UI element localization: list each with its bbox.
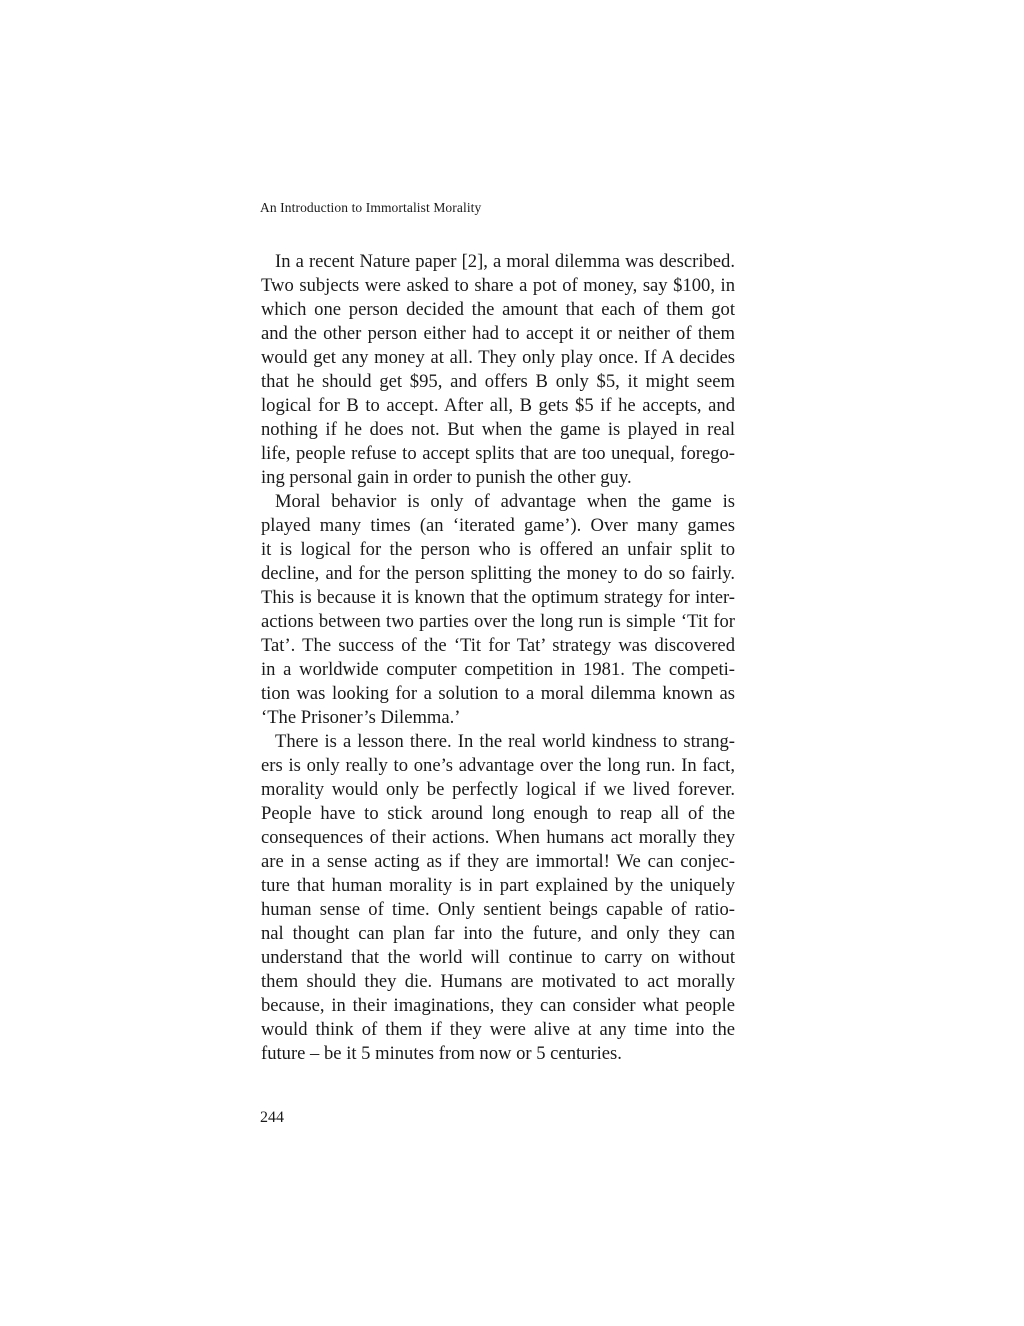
text-line: nal thought can plan far into the future, and only they can [261,923,735,944]
text-line: understand that the world will continue to carry on without [261,947,735,968]
text-line: would think of them if they were alive at any time into the [261,1019,735,1040]
text-line: Moral behavior is only of advantage when the game is [275,491,735,512]
text-line: This is because it is known that the optimum strategy for inter- [261,587,735,608]
text-line: actions between two parties over the long run is simple ‘Tit for [261,611,735,632]
text-line: People have to stick around long enough to reap all of the [261,803,735,824]
text-line: In a recent Nature paper [2], a moral dilemma was described. [275,251,735,272]
text-line: ing personal gain in order to punish the other guy. [261,467,632,488]
text-line: which one person decided the amount that each of them got [261,299,735,320]
text-line: ‘The Prisoner’s Dilemma.’ [261,707,461,728]
text-line: played many times (an ‘iterated game’). Over many games [261,515,735,536]
text-line: them should they die. Humans are motivated to act morally [261,971,735,992]
text-line: future – be it 5 minutes from now or 5 centuries. [261,1043,622,1064]
text-line: because, in their imaginations, they can consider what people [261,995,735,1016]
text-line: ture that human morality is in part explained by the uniquely [261,875,735,896]
text-line: ers is only really to one’s advantage over the long run. In fact, [261,755,735,776]
text-line: it is logical for the person who is offered an unfair split to [261,539,735,560]
text-line: morality would only be perfectly logical if we lived forever. [261,779,735,800]
text-line: and the other person either had to accept it or neither of them [261,323,735,344]
text-line: logical for B to accept. After all, B gets $5 if he accepts, and [261,395,735,416]
text-line: tion was looking for a solution to a moral dilemma known as [261,683,735,704]
text-line: that he should get $95, and offers B only $5, it might seem [261,371,735,392]
running-header: An Introduction to Immortalist Morality [260,200,482,215]
text-line: consequences of their actions. When humans act morally they [261,827,735,848]
text-line: human sense of time. Only sentient beings capable of ratio- [261,899,735,920]
text-line: are in a sense acting as if they are immortal! We can conjec- [261,851,735,872]
text-line: Tat’. The success of the ‘Tit for Tat’ strategy was discovered [261,635,735,656]
paragraph-3 [261,730,735,1066]
text-line: life, people refuse to accept splits that are too unequal, forego- [261,443,735,464]
text-line: in a worldwide computer competition in 1981. The competi- [261,659,735,680]
paragraph-2 [261,490,735,730]
text-line: decline, and for the person splitting the money to do so fairly. [261,563,735,584]
text-line: Two subjects were asked to share a pot of money, say $100, in [261,275,735,296]
body-text [261,250,735,1066]
text-line: There is a lesson there. In the real world kindness to strang- [275,731,735,752]
page-number: 244 [260,1109,284,1126]
paragraph-1 [261,250,735,490]
text-line: would get any money at all. They only play once. If A decides [261,347,735,368]
text-line: nothing if he does not. But when the game is played in real [261,419,735,440]
